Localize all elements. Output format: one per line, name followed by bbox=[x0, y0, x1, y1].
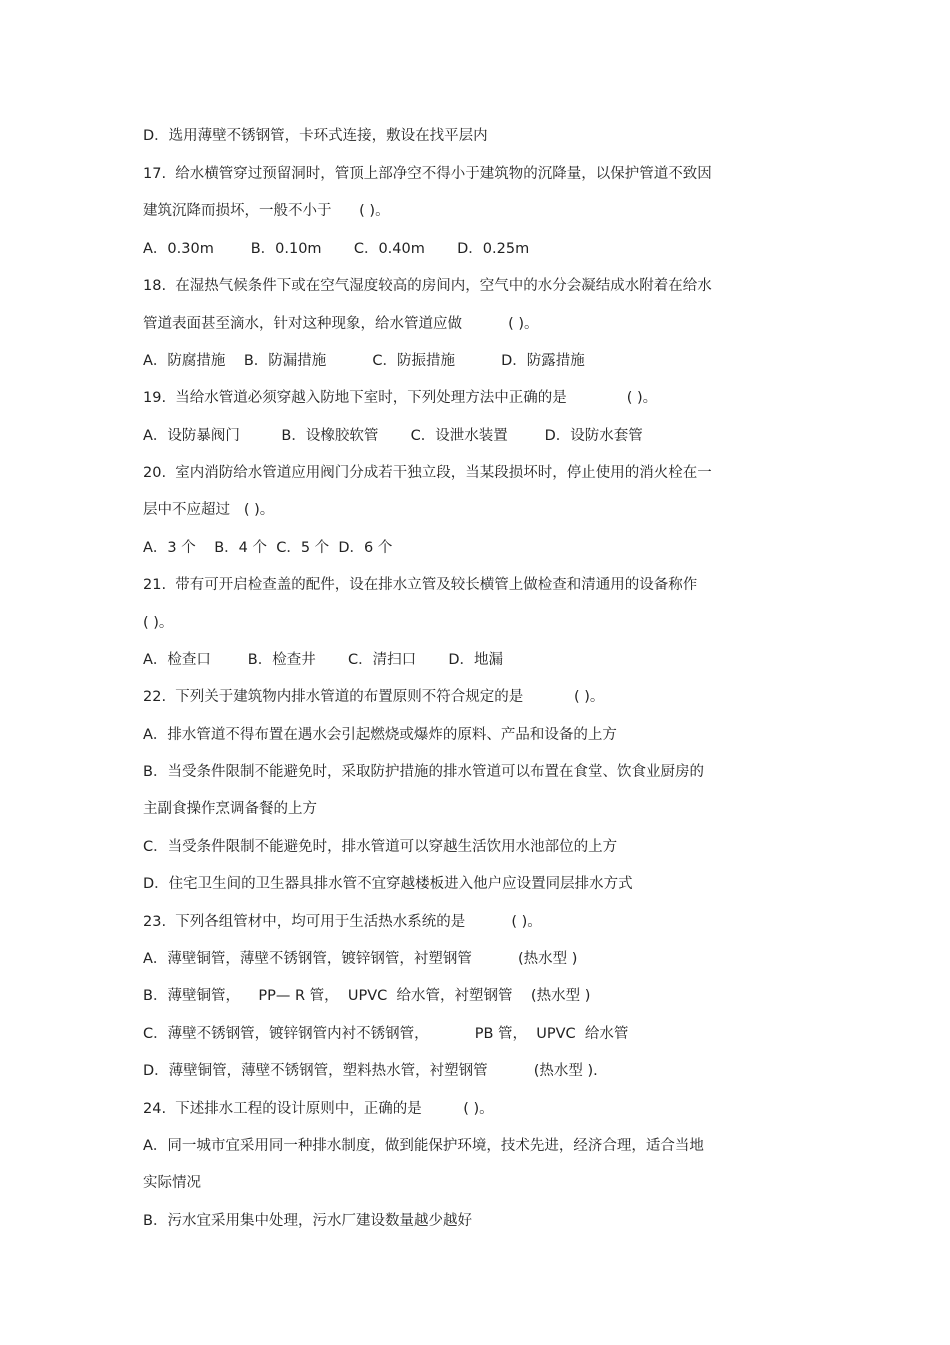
option-22b: B．当受条件限制不能避免时，采取防护措施的排水管道可以布置在食堂、饮食业厨房的 bbox=[143, 764, 704, 780]
option-23b: B．薄壁铜管， PP— R 管， UPVC 给水管，衬塑钢管 (热水型 ) bbox=[143, 988, 591, 1004]
question-23: 23. 下列各组管材中，均可用于生活热水系统的是 ( )。 bbox=[143, 914, 542, 930]
question-17: 17. 给水横管穿过预留洞时，管顶上部净空不得小于建筑物的沉降量，以保护管道不致因 bbox=[143, 166, 712, 182]
options-21: A．检查口 B．检查井 C．清扫口 D．地漏 bbox=[143, 652, 504, 668]
option-23d: D．薄壁铜管，薄壁不锈钢管，塑料热水管，衬塑钢管 (热水型 ). bbox=[143, 1063, 598, 1079]
text-line: 层中不应超过 ( )。 bbox=[143, 502, 275, 518]
option-22c: C．当受条件限制不能避免时，排水管道可以穿越生活饮用水池部位的上方 bbox=[143, 839, 618, 855]
option-23c: C．薄壁不锈钢管，镀锌钢管内衬不锈钢管， PB 管， UPVC 给水管 bbox=[143, 1026, 629, 1042]
text-line: D．选用薄壁不锈钢管，卡环式连接，敷设在找平层内 bbox=[143, 128, 488, 144]
text-line: 建筑沉降而损坏，一般不小于 ( )。 bbox=[143, 203, 390, 219]
option-22a: A．排水管道不得布置在遇水会引起燃烧或爆炸的原料、产品和设备的上方 bbox=[143, 727, 617, 743]
question-18: 18. 在湿热气候条件下或在空气湿度较高的房间内，空气中的水分会凝结成水附着在给水 bbox=[143, 278, 712, 294]
question-24: 24. 下述排水工程的设计原则中，正确的是 ( )。 bbox=[143, 1101, 494, 1117]
question-22: 22. 下列关于建筑物内排水管道的布置原则不符合规定的是 ( )。 bbox=[143, 689, 605, 705]
options-18: A．防腐措施 B．防漏措施 C．防振措施 D．防露措施 bbox=[143, 353, 585, 369]
options-17: A．0.30m B．0.10m C．0.40m D．0.25m bbox=[143, 241, 530, 257]
text-line: ( )。 bbox=[143, 615, 174, 631]
options-20: A．3 个 B．4 个 C．5 个 D．6 个 bbox=[143, 540, 393, 556]
text-line: 管道表面甚至滴水，针对这种现象，给水管道应做 ( )。 bbox=[143, 316, 539, 332]
text-line: 主副食操作烹调备餐的上方 bbox=[143, 801, 317, 817]
options-19: A．设防暴阀门 B．设橡胶软管 C．设泄水装置 D．设防水套管 bbox=[143, 428, 643, 444]
option-24b: B．污水宜采用集中处理，污水厂建设数量越少越好 bbox=[143, 1213, 472, 1229]
question-20: 20. 室内消防给水管道应用阀门分成若干独立段，当某段损坏时，停止使用的消火栓在一 bbox=[143, 465, 712, 481]
option-24a: A．同一城市宜采用同一种排水制度，做到能保护环境，技术先进，经济合理，适合当地 bbox=[143, 1138, 704, 1154]
text-line: 实际情况 bbox=[143, 1175, 201, 1191]
option-22d: D．住宅卫生间的卫生器具排水管不宜穿越楼板进入他户应设置同层排水方式 bbox=[143, 876, 633, 892]
question-21: 21. 带有可开启检查盖的配件，设在排水立管及较长横管上做检查和清通用的设备称作 bbox=[143, 577, 698, 593]
question-19: 19. 当给水管道必须穿越入防地下室时，下列处理方法中正确的是 ( )。 bbox=[143, 390, 658, 406]
option-23a: A．薄壁铜管，薄壁不锈钢管，镀锌钢管，衬塑钢管 (热水型 ) bbox=[143, 951, 578, 967]
